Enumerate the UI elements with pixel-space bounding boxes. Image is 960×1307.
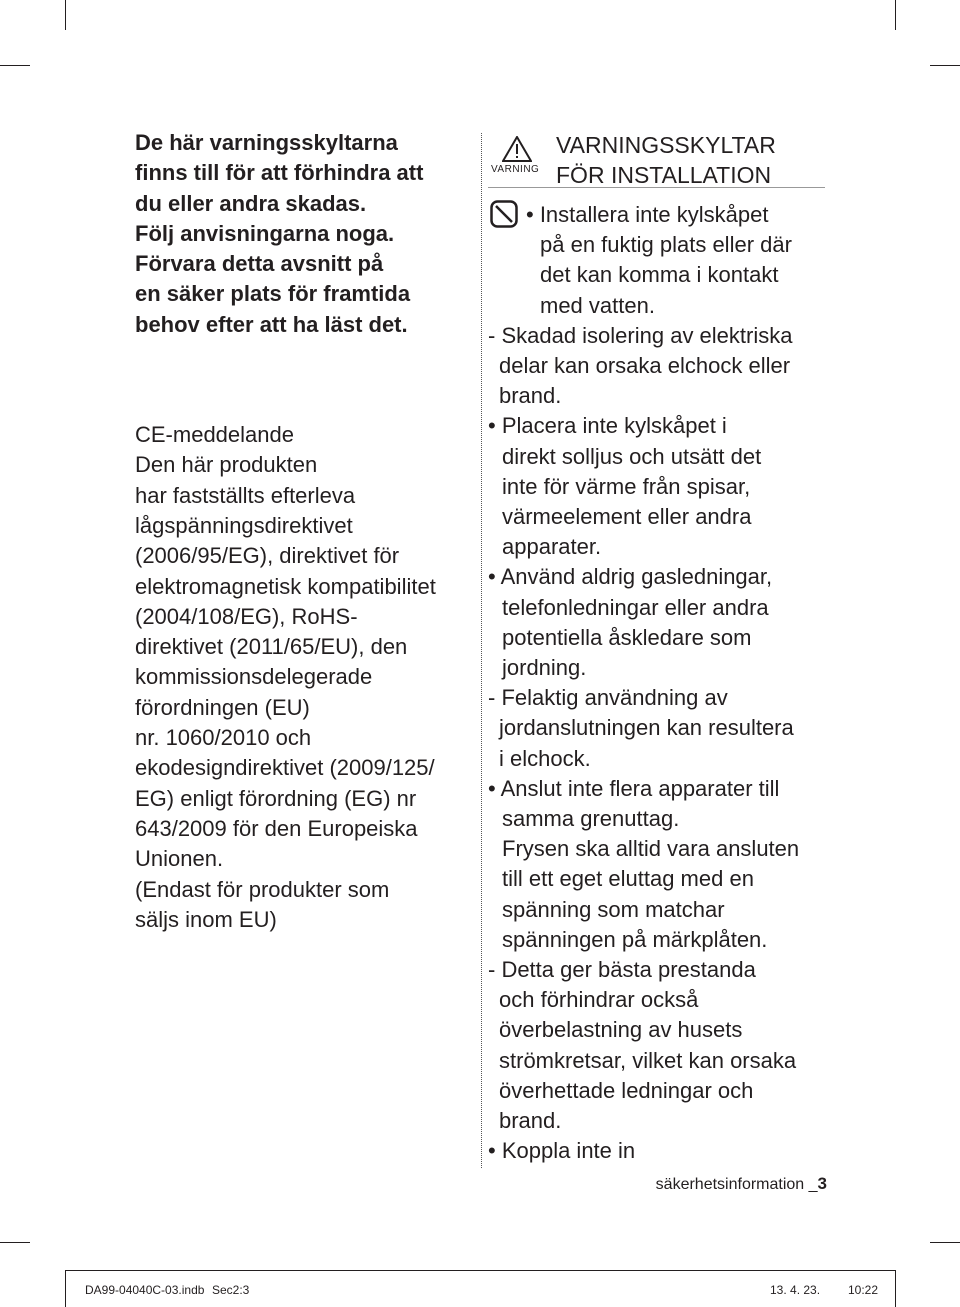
- column-divider: [481, 133, 482, 1168]
- list-item: brand.: [499, 383, 562, 409]
- slug-file: DA99-04040C-03.indb: [85, 1283, 205, 1297]
- crop-mark: [65, 0, 66, 30]
- text-line: (2006/95/EG), direktivet för: [135, 543, 400, 569]
- warning-triangle-icon: [502, 136, 532, 162]
- warning-label: VARNING: [491, 164, 540, 175]
- slug-rule: [66, 1270, 895, 1271]
- list-item: direkt solljus och utsätt det: [502, 443, 762, 469]
- list-item: • Anslut inte flera apparater till: [488, 775, 780, 801]
- list-item: apparater.: [502, 534, 602, 560]
- list-item: - Skadad isolering av elektriska: [488, 322, 793, 348]
- list-item: jordning.: [502, 655, 587, 681]
- crop-mark: [930, 1242, 960, 1243]
- list-item: överbelastning av husets: [499, 1017, 743, 1043]
- list-item: det kan komma i kontakt: [540, 262, 779, 288]
- text-line: elektromagnetisk kompatibilitet: [135, 573, 436, 599]
- warning-list: [488, 200, 833, 1167]
- page-footer: [656, 1174, 827, 1194]
- left-column: [135, 128, 470, 935]
- crop-mark: [0, 1242, 30, 1243]
- list-item: värmeelement eller andra: [502, 504, 752, 530]
- list-item: på en fuktig plats eller där: [540, 232, 792, 258]
- crop-mark: [0, 65, 30, 66]
- list-item: spänning som matchar: [502, 896, 725, 922]
- text-line: direktivet (2011/65/EU), den: [135, 634, 408, 660]
- list-item: samma grenuttag.: [502, 806, 680, 832]
- text-line: 643/2009 för den Europeiska: [135, 815, 418, 841]
- slug-time: 10:22: [848, 1283, 879, 1297]
- warning-header: [488, 130, 833, 190]
- list-item: • Koppla inte in: [488, 1138, 636, 1164]
- right-column: [488, 130, 833, 1164]
- list-item: - Detta ger bästa prestanda: [488, 957, 756, 983]
- list-item: med vatten.: [540, 292, 655, 318]
- text-line: (Endast för produkter som: [135, 876, 390, 902]
- crop-mark: [930, 65, 960, 66]
- ce-body: [135, 450, 470, 935]
- text-line: finns till för att förhindra att: [135, 160, 424, 186]
- warning-title-line2: FÖR INSTALLATION: [556, 162, 772, 188]
- list-item: • Använd aldrig gasledningar,: [488, 564, 773, 590]
- list-item: delar kan orsaka elchock eller: [499, 353, 791, 379]
- list-item: - Felaktig användning av: [488, 685, 728, 711]
- text-line: säljs inom EU): [135, 906, 277, 932]
- text-line: en säker plats för framtida: [135, 281, 411, 307]
- list-item: Frysen ska alltid vara ansluten: [502, 836, 800, 862]
- list-item: brand.: [499, 1108, 562, 1134]
- slug-date: 13. 4. 23.: [770, 1283, 821, 1297]
- text-line: har fastställts efterleva: [135, 482, 356, 508]
- text-line: lågspänningsdirektivet: [135, 512, 353, 538]
- text-line: ekodesigndirektivet (2009/125/: [135, 755, 435, 781]
- list-item: • Installera inte kylskåpet: [526, 202, 769, 227]
- list-item: inte för värme från spisar,: [502, 473, 751, 499]
- text-line: förordningen (EU): [135, 694, 310, 720]
- slug-rule: [895, 1270, 896, 1307]
- slug-section: Sec2:3: [212, 1283, 250, 1297]
- warning-title-line1: VARNINGSSKYLTAR: [556, 132, 776, 158]
- list-item: • Placera inte kylskåpet i: [488, 413, 727, 439]
- list-item: till ett eget eluttag med en: [502, 866, 754, 892]
- text-line: du eller andra skadas.: [135, 190, 367, 216]
- text-line: Förvara detta avsnitt på: [135, 251, 384, 277]
- page-number: 3: [817, 1174, 827, 1193]
- text-line: Följ anvisningarna noga.: [135, 220, 395, 246]
- text-line: nr. 1060/2010 och: [135, 725, 312, 751]
- warning-title: [556, 130, 776, 190]
- text-line: (2004/108/EG), RoHS-: [135, 603, 358, 629]
- ce-title: CE-meddelande: [135, 422, 294, 448]
- text-line: Den här produkten: [135, 452, 318, 478]
- list-item: överhettade ledningar och: [499, 1077, 754, 1103]
- list-item: och förhindrar också: [499, 987, 699, 1013]
- list-item: i elchock.: [499, 745, 591, 771]
- footer-section: säkerhetsinformation _: [655, 1176, 818, 1193]
- text-line: Unionen.: [135, 846, 224, 872]
- text-line: De här varningsskyltarna: [135, 130, 398, 155]
- text-line: behov efter att ha läst det.: [135, 311, 408, 337]
- list-item: telefonledningar eller andra: [502, 594, 769, 620]
- list-item: potentiella åskledare som: [502, 624, 752, 650]
- list-item: jordanslutningen kan resultera: [499, 715, 794, 741]
- text-line: kommissionsdelegerade: [135, 664, 373, 690]
- slug-rule: [65, 1270, 66, 1307]
- list-item: strömkretsar, vilket kan orsaka: [499, 1047, 797, 1073]
- list-item: spänningen på märkplåten.: [502, 926, 768, 952]
- intro-text: [135, 128, 470, 340]
- text-line: EG) enligt förordning (EG) nr: [135, 785, 417, 811]
- warning-rule: [488, 187, 825, 188]
- crop-mark: [895, 0, 896, 30]
